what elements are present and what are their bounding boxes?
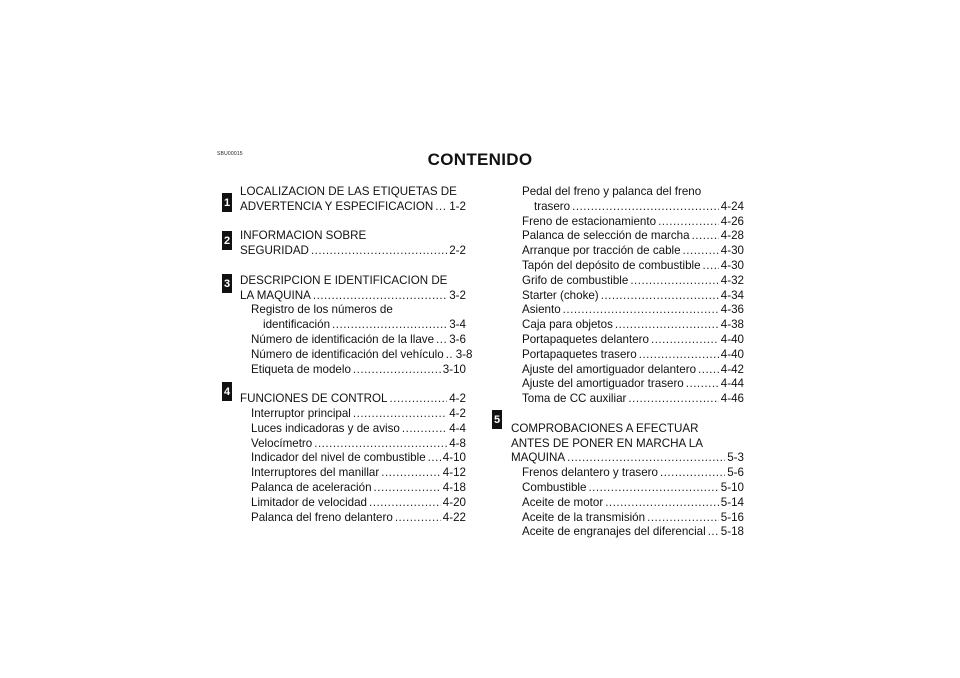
toc-subentry[interactable] bbox=[240, 496, 466, 511]
toc-page-number: 4-22 bbox=[442, 510, 466, 524]
toc-entry[interactable] bbox=[240, 244, 466, 259]
toc-subentry[interactable] bbox=[511, 303, 744, 318]
toc-page-number: 2-2 bbox=[449, 244, 466, 258]
toc-entry-label: Interruptor principal bbox=[251, 406, 351, 420]
toc-entry-label: MAQUINA bbox=[511, 451, 566, 465]
toc-entry-label: LA MAQUINA bbox=[240, 288, 311, 302]
dot-leader bbox=[381, 466, 441, 481]
toc-page-number: 4-24 bbox=[720, 199, 744, 213]
dot-leader bbox=[390, 392, 448, 407]
toc-entry-label: Indicador del nivel de combustible bbox=[251, 451, 426, 465]
toc-entry-label: Aceite de engranajes del diferencial bbox=[522, 525, 706, 539]
toc-heading-line: INFORMACION SOBRE bbox=[240, 229, 367, 243]
toc-subentry[interactable] bbox=[511, 525, 744, 540]
toc-page-number: 3-4 bbox=[449, 318, 466, 332]
toc-page-number: 5-10 bbox=[720, 480, 744, 494]
dot-leader bbox=[395, 511, 441, 526]
toc-page-number: 3-6 bbox=[449, 332, 466, 346]
dot-leader bbox=[446, 348, 454, 363]
dot-leader bbox=[639, 348, 719, 363]
toc-page-number: 4-30 bbox=[720, 244, 744, 258]
toc-entry-label: Luces indicadoras y de aviso bbox=[251, 421, 400, 435]
toc-entry-label: Freno de estacionamiento bbox=[522, 214, 657, 228]
toc-entry-label: Etiqueta de modelo bbox=[251, 362, 351, 376]
toc-page-number: 4-12 bbox=[442, 466, 466, 480]
dot-leader bbox=[698, 363, 719, 378]
dot-leader bbox=[703, 259, 719, 274]
toc-subentry[interactable] bbox=[511, 289, 744, 304]
toc-subentry[interactable] bbox=[240, 466, 466, 481]
toc-page-number: 4-8 bbox=[449, 436, 466, 450]
toc-page-number: 5-16 bbox=[720, 510, 744, 524]
toc-section-3 bbox=[240, 273, 473, 378]
toc-subentry[interactable] bbox=[511, 244, 744, 259]
dot-leader bbox=[651, 333, 719, 348]
toc-entry-label: Portapaquetes delantero bbox=[522, 332, 649, 346]
toc-subentry[interactable] bbox=[240, 347, 473, 363]
toc-page-number: 4-2 bbox=[449, 392, 466, 406]
toc-page-number: 5-6 bbox=[727, 466, 744, 480]
toc-subentry-line: Registro de los números de bbox=[251, 303, 393, 317]
toc-entry-label: identificación bbox=[263, 318, 331, 332]
toc-subentry[interactable] bbox=[240, 318, 466, 333]
toc-entry-label: ADVERTENCIA Y ESPECIFICACION bbox=[240, 199, 434, 213]
toc-page-number: 4-28 bbox=[720, 229, 744, 243]
section-tab-5[interactable]: 5 bbox=[492, 410, 502, 429]
toc-entry-label: SEGURIDAD bbox=[240, 244, 309, 258]
toc-page-number: 4-10 bbox=[442, 451, 466, 465]
toc-subentry[interactable] bbox=[240, 407, 466, 422]
dot-leader bbox=[572, 200, 719, 215]
toc-entry[interactable] bbox=[240, 200, 466, 215]
toc-page-number: 3-8 bbox=[455, 347, 473, 361]
toc-entry-label: Frenos delantero y trasero bbox=[522, 466, 658, 480]
toc-section-4-continued bbox=[511, 185, 744, 407]
toc-subentry-line: Pedal del freno y palanca del freno bbox=[522, 185, 702, 198]
dot-leader bbox=[615, 318, 719, 333]
toc-subentry[interactable] bbox=[240, 511, 466, 526]
toc-page-number: 5-18 bbox=[720, 525, 744, 539]
toc-entry-label: Interruptores del manillar bbox=[251, 466, 380, 480]
toc-subentry[interactable] bbox=[240, 451, 466, 466]
dot-leader bbox=[428, 451, 441, 466]
dot-leader bbox=[605, 496, 719, 511]
toc-subentry[interactable] bbox=[511, 481, 744, 496]
dot-leader bbox=[686, 377, 719, 392]
dot-leader bbox=[647, 511, 719, 526]
toc-entry-label: Grifo de combustible bbox=[522, 273, 629, 287]
toc-page-number: 4-46 bbox=[720, 392, 744, 406]
toc-entry-label: Aceite de motor bbox=[522, 495, 604, 509]
toc-heading-line: DESCRIPCION E IDENTIFICACION DE bbox=[240, 273, 448, 287]
toc-entry-label: Ajuste del amortiguador delantero bbox=[522, 362, 697, 376]
toc-subentry[interactable] bbox=[240, 333, 466, 348]
toc-entry-label: Palanca de aceleración bbox=[251, 480, 372, 494]
toc-page-number: 4-40 bbox=[720, 332, 744, 346]
toc-subentry[interactable] bbox=[511, 259, 744, 274]
document-code: SBU00015 bbox=[217, 151, 243, 157]
toc-subentry[interactable] bbox=[511, 377, 744, 392]
toc-heading-line: ANTES DE PONER EN MARCHA LA bbox=[511, 436, 703, 450]
toc-entry-label: Velocímetro bbox=[251, 436, 313, 450]
dot-leader bbox=[332, 318, 447, 333]
toc-page-number: 4-38 bbox=[720, 318, 744, 332]
toc-page-number: 4-44 bbox=[720, 377, 744, 391]
toc-entry-label: Aceite de la transmisión bbox=[522, 510, 646, 524]
toc-entry-label: Número de identificación de la llave bbox=[251, 332, 435, 346]
dot-leader bbox=[588, 481, 718, 496]
toc-page-number: 4-20 bbox=[442, 495, 466, 509]
toc-subentry[interactable] bbox=[511, 318, 744, 333]
toc-subentry[interactable] bbox=[511, 229, 744, 244]
toc-entry-label: Asiento bbox=[522, 303, 561, 317]
dot-leader bbox=[353, 407, 447, 422]
dot-leader bbox=[660, 466, 725, 481]
toc-page-number: 3-2 bbox=[449, 288, 466, 302]
toc-entry[interactable] bbox=[511, 451, 744, 466]
toc-entry-label: Toma de CC auxiliar bbox=[522, 392, 627, 406]
dot-leader bbox=[313, 289, 447, 304]
toc-subentry[interactable] bbox=[511, 274, 744, 289]
toc-page-number: 3-10 bbox=[442, 362, 466, 376]
toc-heading-line: COMPROBACIONES A EFECTUAR bbox=[511, 421, 699, 435]
section-tab-2[interactable]: 2 bbox=[222, 231, 232, 250]
toc-subentry[interactable] bbox=[240, 481, 466, 496]
dot-leader bbox=[369, 496, 441, 511]
dot-leader bbox=[692, 229, 719, 244]
toc-page-number: 4-4 bbox=[449, 421, 466, 435]
section-tab-1[interactable]: 1 bbox=[222, 193, 232, 212]
toc-subentry[interactable] bbox=[511, 392, 744, 407]
section-tab-3[interactable]: 3 bbox=[222, 274, 232, 293]
toc-subentry[interactable] bbox=[511, 496, 744, 511]
dot-leader bbox=[435, 200, 447, 215]
toc-entry-label: trasero bbox=[534, 199, 571, 213]
toc-subentry[interactable] bbox=[511, 511, 744, 526]
dot-leader bbox=[436, 333, 447, 348]
toc-entry-label: Arranque por tracción de cable bbox=[522, 244, 681, 258]
toc-page-number: 4-40 bbox=[720, 347, 744, 361]
page-title: CONTENIDO bbox=[427, 150, 533, 169]
toc-page-number: 4-2 bbox=[449, 406, 466, 420]
toc-entry-label: Palanca del freno delantero bbox=[251, 510, 393, 524]
dot-leader bbox=[567, 451, 725, 466]
dot-leader bbox=[628, 392, 718, 407]
toc-subentry[interactable] bbox=[240, 422, 466, 437]
dot-leader bbox=[630, 274, 718, 289]
toc-page-number: 4-26 bbox=[720, 214, 744, 228]
dot-leader bbox=[353, 363, 441, 378]
toc-page-number: 4-30 bbox=[720, 258, 744, 272]
toc-subentry[interactable] bbox=[240, 363, 466, 378]
toc-entry-label: Número de identificación del vehículo bbox=[251, 347, 444, 361]
toc-page-number: 5-14 bbox=[720, 495, 744, 509]
toc-entry-label: FUNCIONES DE CONTROL bbox=[240, 392, 388, 406]
toc-entry-label: Palanca de selección de marcha bbox=[522, 229, 690, 243]
toc-entry-label: Combustible bbox=[522, 480, 587, 494]
dot-leader bbox=[402, 422, 447, 437]
dot-leader bbox=[601, 289, 719, 304]
toc-subentry[interactable] bbox=[511, 215, 744, 230]
toc-section-4 bbox=[240, 392, 466, 525]
dot-leader bbox=[683, 244, 719, 259]
dot-leader bbox=[314, 437, 447, 452]
dot-leader bbox=[563, 303, 719, 318]
toc-subentry[interactable] bbox=[511, 363, 744, 378]
toc-entry-label: Starter (choke) bbox=[522, 288, 599, 302]
dot-leader bbox=[311, 244, 447, 259]
toc-page-number: 4-34 bbox=[720, 288, 744, 302]
toc-subentry[interactable] bbox=[511, 200, 744, 215]
toc-entry-label: Ajuste del amortiguador trasero bbox=[522, 377, 684, 391]
toc-page-number: 4-32 bbox=[720, 273, 744, 287]
toc-page-number: 4-18 bbox=[442, 480, 466, 494]
dot-leader bbox=[658, 215, 719, 230]
toc-entry[interactable] bbox=[240, 289, 466, 304]
toc-entry-label: Portapaquetes trasero bbox=[522, 347, 637, 361]
toc-section-2 bbox=[240, 229, 466, 259]
toc-page-number: 1-2 bbox=[449, 199, 466, 213]
toc-entry[interactable] bbox=[240, 392, 466, 407]
toc-section-1 bbox=[240, 185, 466, 215]
toc-subentry[interactable] bbox=[511, 348, 744, 363]
toc-entry-label: Caja para objetos bbox=[522, 318, 613, 332]
toc-entry-label: Tapón del depósito de combustible bbox=[522, 258, 701, 272]
toc-page-number: 4-42 bbox=[720, 362, 744, 376]
toc-section-5 bbox=[511, 422, 744, 540]
toc-subentry[interactable] bbox=[240, 437, 466, 452]
dot-leader bbox=[708, 525, 719, 540]
toc-heading-line: LOCALIZACION DE LAS ETIQUETAS DE bbox=[240, 185, 457, 198]
toc-subentry[interactable] bbox=[511, 333, 744, 348]
toc-left-column bbox=[240, 185, 473, 540]
toc-entry-label: Limitador de velocidad bbox=[251, 495, 368, 509]
section-tab-4[interactable]: 4 bbox=[222, 382, 232, 401]
toc-page-number: 5-3 bbox=[727, 451, 744, 465]
toc-subentry[interactable] bbox=[511, 466, 744, 481]
toc-right-column bbox=[511, 185, 744, 555]
dot-leader bbox=[374, 481, 441, 496]
toc-page-number: 4-36 bbox=[720, 303, 744, 317]
